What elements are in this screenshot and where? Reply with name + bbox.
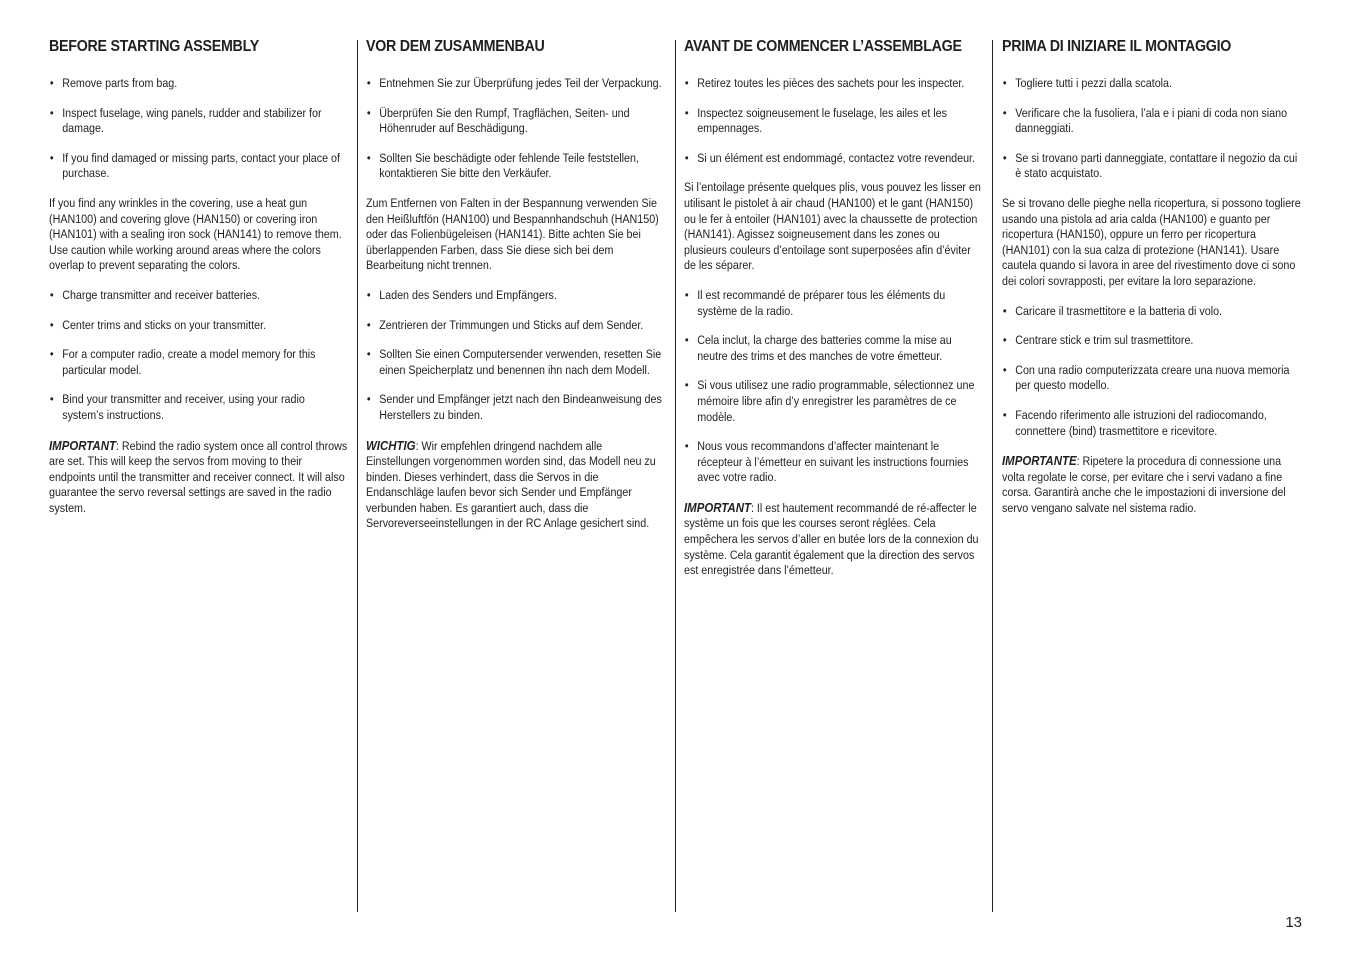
- list-item: • Togliere tutti i pezzi dalla scatola.: [1002, 76, 1302, 92]
- important-note: [366, 438, 666, 533]
- important-text: : Rebind the radio system once all control throws are set. This will keep the servos from moving to their endpoints until the transmitter and receiver connect. It will also guarantee the servo reversal settings are saved in the radio system.: [49, 438, 348, 515]
- list-item: • If you find damaged or missing parts, contact your place of purchase.: [49, 151, 349, 182]
- section-heading: BEFORE STARTING ASSEMBLY: [49, 38, 259, 55]
- list-item: • Zentrieren der Trimmungen und Sticks auf dem Sender.: [366, 318, 666, 334]
- important-note: [49, 438, 349, 517]
- list-item: • For a computer radio, create a model memory for this particular model.: [49, 347, 349, 378]
- list-item: • Laden des Senders und Empfängers.: [366, 288, 666, 304]
- list-item: • Überprüfen Sie den Rumpf, Tragflächen, Seiten- und Höhenruder auf Beschädigung.: [366, 106, 666, 137]
- important-label: WICHTIG: [366, 437, 416, 453]
- list-item: • Nous vous recommandons d’affecter maintenant le récepteur à l’émetteur en suivant les instructions fournies avec votre radio.: [684, 439, 984, 486]
- list-item: • Inspect fuselage, wing panels, rudder and stabilizer for damage.: [49, 106, 349, 137]
- paragraph: Zum Entfernen von Falten in der Bespannung verwenden Sie den Heißluftfön (HAN100) und Bespannhandschuh (HAN150) oder das Folienbügeleisen (HAN141). Bitte achten Sie bei überlappenden Farben, dass Sie diese sich bei dem Bearbeitung nicht trennen.: [366, 195, 659, 273]
- list-item: • Charge transmitter and receiver batteries.: [49, 288, 349, 304]
- paragraph: If you find any wrinkles in the covering, use a heat gun (HAN100) and covering glove (HAN150) or covering iron (HAN101) with a sealing iron sock (HAN141) to remove them. Use caution while working around areas where the colors overlap to prevent separating the colors.: [49, 195, 342, 273]
- list-item: • Il est recommandé de préparer tous les éléments du système de la radio.: [684, 288, 984, 319]
- list-item: • Entnehmen Sie zur Überprüfung jedes Teil der Verpackung.: [366, 76, 666, 92]
- column-english: [49, 38, 349, 530]
- list-item: • Sollten Sie einen Computersender verwenden, resetten Sie einen Speicherplatz und benennen ihn nach dem Modell.: [366, 347, 666, 378]
- list-item: • Si vous utilisez une radio programmable, sélectionnez une mémoire libre afin d’y enregistrer les paramètres de ce modèle.: [684, 378, 984, 425]
- list-item: • Caricare il trasmettitore e la batteria di volo.: [1002, 304, 1302, 320]
- important-text: : Il est hautement recommandé de ré-affecter le système un fois que les courses seront réglées. Cela empêchera les servos d’aller en butée lors de la connexion du système. Cela garantit également que la direction des servos est enregistrée dans l’émetteur.: [684, 500, 979, 578]
- important-text: : Wir empfehlen dringend nachdem alle Einstellungen vorgenommen worden sind, das Modell neu zu binden. Dieses verhindert, dass die Servos in die Endanschläge laufen bevor sich Sender und Empfänger verbunden haben. Es garantiert auch, dass die Servoreverseeinstellungen in der RC Anlage gesichert sind.: [366, 438, 656, 531]
- list-item: • Retirez toutes les pièces des sachets pour les inspecter.: [684, 76, 984, 92]
- column-divider: [357, 40, 358, 912]
- list-item: • Inspectez soigneusement le fuselage, les ailes et les empennages.: [684, 106, 984, 137]
- list-item: • Facendo riferimento alle istruzioni del radiocomando, connettere (bind) trasmettitore e ricevitore.: [1002, 408, 1302, 439]
- column-divider: [675, 40, 676, 912]
- important-note: [684, 500, 984, 579]
- important-label: IMPORTANT: [684, 499, 751, 515]
- important-label: IMPORTANTE: [1002, 453, 1077, 469]
- list-item: • Sender und Empfänger jetzt nach den Bindeanweisung des Herstellers zu binden.: [366, 392, 666, 423]
- important-label: IMPORTANT: [49, 437, 116, 453]
- bullet-list: [684, 76, 984, 166]
- column-french: [684, 38, 984, 593]
- list-item: • Si un élément est endommagé, contactez votre revendeur.: [684, 151, 984, 167]
- bullet-list: [1002, 304, 1302, 440]
- column-german: [366, 38, 666, 546]
- important-text: : Ripetere la procedura di connessione una volta regolate le corse, per evitare che i servi vadano a fine corsa. Garantirà anche che le impostazioni di inversione del servo vengano salvate nel sistema radio.: [1002, 454, 1286, 515]
- paragraph: Se si trovano delle pieghe nella ricopertura, si possono togliere usando una pistola ad aria calda (HAN100) e guanto per ricopertura (HAN150), oppure un ferro per ricopertura (HAN101) con la sua calza di protezione (HAN141). Usare cautela quando si lavora in aree del rivestimento dove ci sono dei colori sovrapposti, per evitare la loro separazione.: [1002, 195, 1301, 288]
- list-item: • Center trims and sticks on your transmitter.: [49, 318, 349, 334]
- bullet-list: [49, 76, 349, 182]
- bullet-list: [49, 288, 349, 424]
- bullet-list: [366, 288, 666, 424]
- list-item: • Verificare che la fusoliera, l’ala e i piani di coda non siano danneggiati.: [1002, 106, 1302, 137]
- section-heading: VOR DEM ZUSAMMENBAU: [366, 38, 545, 55]
- list-item: • Remove parts from bag.: [49, 76, 349, 92]
- list-item: • Bind your transmitter and receiver, using your radio system’s instructions.: [49, 392, 349, 423]
- section-heading: AVANT DE COMMENCER L’ASSEMBLAGE: [684, 38, 962, 55]
- paragraph: Si l’entoilage présente quelques plis, vous pouvez les lisser en utilisant le pistolet à air chaud (HAN100) et le gant (HAN150) ou le fer à entoiler (HAN101) avec la chaussette de protection (HAN141). Agissez soigneusement dans les zones ou plusieurs couleurs d’entoilage sont superposées afin d’éviter de les séparer.: [684, 180, 981, 273]
- page-number: 13: [1285, 914, 1302, 931]
- bullet-list: [1002, 76, 1302, 182]
- list-item: • Con una radio computerizzata creare una nuova memoria per questo modello.: [1002, 363, 1302, 394]
- bullet-list: [684, 288, 984, 486]
- bullet-list: [366, 76, 666, 182]
- column-italian: [1002, 38, 1302, 530]
- list-item: • Se si trovano parti danneggiate, contattare il negozio da cui è stato acquistato.: [1002, 151, 1302, 182]
- column-divider: [992, 40, 993, 912]
- section-heading: PRIMA DI INIZIARE IL MONTAGGIO: [1002, 38, 1232, 55]
- important-note: [1002, 453, 1302, 516]
- list-item: • Centrare stick e trim sul trasmettitore.: [1002, 333, 1302, 349]
- list-item: • Cela inclut, la charge des batteries comme la mise au neutre des trims et des manches de votre émetteur.: [684, 333, 984, 364]
- list-item: • Sollten Sie beschädigte oder fehlende Teile feststellen, kontaktieren Sie bitte den Verkäufer.: [366, 151, 666, 182]
